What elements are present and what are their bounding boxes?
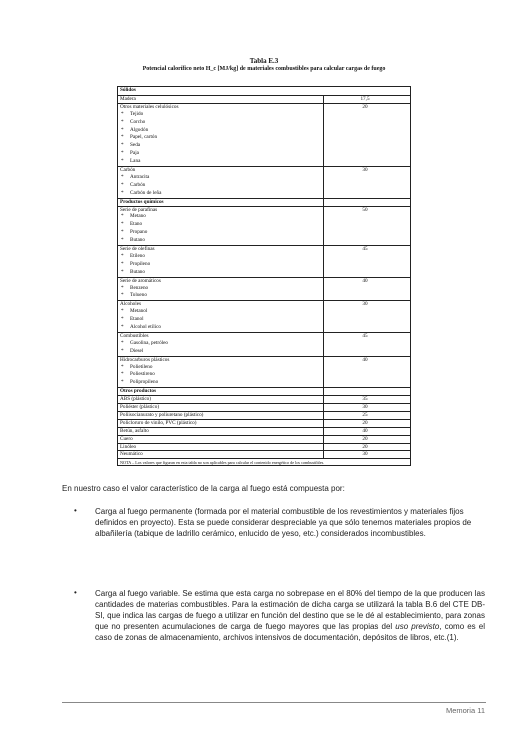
bullet-marker: • bbox=[74, 588, 77, 597]
row-value: 50 bbox=[362, 206, 368, 213]
row-label-text: Productos químicos bbox=[120, 198, 164, 205]
row-label-text: Papel, cartón bbox=[130, 134, 158, 141]
row-value: 30 bbox=[362, 301, 368, 308]
table-row bbox=[118, 111, 410, 119]
row-label-text: Otros productos bbox=[120, 388, 156, 395]
bullet-marker: * bbox=[121, 316, 124, 323]
row-label-text: Propano bbox=[130, 229, 148, 236]
row-label bbox=[121, 182, 145, 190]
bullet-marker: * bbox=[121, 181, 124, 188]
row-label bbox=[121, 111, 143, 119]
row-label bbox=[121, 292, 147, 300]
row-value: 20 bbox=[362, 103, 368, 110]
row-label bbox=[121, 127, 148, 135]
row-label-text: Etileno bbox=[130, 252, 145, 259]
bullet-marker: * bbox=[121, 221, 124, 228]
row-label-text: Serie de olefinas bbox=[120, 246, 155, 252]
bullet-marker: * bbox=[121, 347, 124, 354]
row-value: 40 bbox=[362, 356, 368, 363]
table-row bbox=[118, 285, 410, 293]
row-label bbox=[121, 237, 145, 245]
row-label bbox=[121, 348, 143, 356]
table-row bbox=[118, 371, 410, 379]
table-row bbox=[118, 237, 410, 245]
table-row bbox=[118, 379, 410, 387]
row-label-text: Lana bbox=[130, 158, 141, 165]
row-label-text: Paja bbox=[130, 150, 139, 157]
row-label bbox=[121, 253, 145, 261]
table-row bbox=[118, 221, 410, 229]
row-label-text: Poliéster (plástico) bbox=[120, 404, 160, 410]
page-footer: Memoria 11 bbox=[445, 706, 485, 715]
row-label-text: Corcho bbox=[130, 118, 146, 125]
row-label-text: Otros materiales celulósicos bbox=[120, 103, 179, 110]
row-value: 30 bbox=[362, 451, 368, 458]
bullet-marker: * bbox=[121, 229, 124, 236]
row-value: 25 bbox=[362, 411, 368, 418]
row-label-text: Linóleo bbox=[120, 443, 137, 450]
bullet-marker: * bbox=[121, 142, 124, 149]
row-label-text: Carbón de leña bbox=[130, 189, 162, 196]
row-label-text: Polipropileno bbox=[130, 379, 159, 386]
bullet-variable-load-italic: uso previsto bbox=[395, 622, 440, 631]
row-value: 45 bbox=[362, 332, 368, 339]
row-label-text: Etano bbox=[130, 221, 143, 228]
row-label-text: Sólidos bbox=[120, 87, 136, 93]
bullet-marker: * bbox=[121, 292, 124, 299]
row-label-text: Serie de aromáticos bbox=[120, 277, 161, 284]
table-row bbox=[118, 142, 410, 150]
bullet-marker: * bbox=[121, 260, 124, 267]
table-row bbox=[118, 269, 410, 277]
table-row bbox=[118, 229, 410, 237]
heat-value-table bbox=[117, 86, 411, 466]
row-label bbox=[120, 87, 136, 95]
row-value: 35 bbox=[362, 396, 368, 403]
row-label bbox=[121, 285, 148, 293]
bullet-permanent-load: Carga al fuego permanente (formada por el material combustible de los revestimientos y materiales fijos definidos en proyecto). Esta se puede considerar despreciable ya que sólo tenemos materiales propios de albañilería (tabique de ladrillo cerámico, enlucido de yeso, etc.) considerados incombustibles. bbox=[95, 507, 472, 538]
table-row bbox=[118, 364, 410, 372]
footer-rule bbox=[62, 702, 486, 703]
row-label-text: Polietileno bbox=[130, 363, 153, 370]
row-label-text: Serie de parafinas bbox=[120, 206, 158, 213]
row-label-text: Gasolina, petróleo bbox=[130, 339, 169, 346]
bullet-marker: * bbox=[121, 173, 124, 180]
bullet-marker: * bbox=[121, 379, 124, 386]
bullet-marker: * bbox=[121, 363, 124, 370]
bullet-variable-load-text-a: Carga al fuego variable. Se estima que esta carga no sobrepase en el 80% del tiempo de la que producen las cantidades de materias combustibles. Para la estimación de dicha carga se utilizará la tabla B.6 del CTE DB-SI, que indica las cargas de fuego a utilizar en función del destino que se le dé al establecimiento, para zonas que no presenten acumulaciones de carga de fuego mayores que las propias del bbox=[95, 589, 485, 631]
row-label bbox=[121, 364, 152, 372]
table-row bbox=[118, 150, 410, 158]
bullet-marker: • bbox=[74, 506, 77, 515]
table-row bbox=[118, 348, 410, 356]
row-value: 40 bbox=[362, 277, 368, 284]
table-row bbox=[118, 324, 410, 332]
row-label bbox=[121, 269, 145, 277]
row-label-text: Metanol bbox=[130, 308, 148, 315]
bullet-marker: * bbox=[121, 324, 124, 330]
row-value: 30 bbox=[362, 404, 368, 410]
row-label-text: Policloruro de vinilo, PVC (plástico) bbox=[120, 419, 197, 426]
row-label-text: Betún, asfalto bbox=[120, 427, 149, 434]
row-label bbox=[121, 142, 140, 150]
table-row bbox=[118, 190, 410, 198]
table-row bbox=[118, 182, 410, 190]
row-label bbox=[121, 190, 161, 198]
table-row bbox=[118, 119, 410, 127]
row-label-text: Carbón bbox=[130, 181, 146, 188]
table-note bbox=[118, 458, 410, 467]
row-label bbox=[121, 308, 147, 316]
row-label bbox=[121, 324, 161, 332]
row-label-text: Alcohol etílico bbox=[130, 324, 161, 330]
table-row bbox=[118, 134, 410, 142]
bullet-variable-load bbox=[95, 588, 485, 643]
row-label bbox=[121, 134, 157, 142]
row-label bbox=[121, 213, 146, 221]
bullet-marker: * bbox=[121, 134, 124, 141]
row-label-text: Neumático bbox=[120, 451, 143, 458]
bullet-variable-load-text-b: , como es el caso de zonas de almacenamiento, archivos intensivos de documentación, depósitos de libros, etc.(1). bbox=[95, 622, 485, 642]
row-label-text: Combustibles bbox=[120, 332, 149, 339]
bullet-marker: * bbox=[121, 371, 124, 378]
row-value: 20 bbox=[362, 419, 368, 426]
row-label-text: Propileno bbox=[130, 260, 151, 267]
row-value: 20 bbox=[362, 435, 368, 442]
bullet-marker: * bbox=[121, 158, 124, 165]
row-label bbox=[121, 379, 158, 387]
table-row bbox=[118, 308, 410, 316]
bullet-marker: * bbox=[121, 268, 124, 275]
row-label-text: Seda bbox=[130, 142, 141, 149]
bullet-marker: * bbox=[121, 237, 124, 244]
table-row bbox=[118, 316, 410, 324]
row-label bbox=[121, 158, 140, 166]
row-label-text: Poliestireno bbox=[130, 371, 155, 378]
bullet-marker: * bbox=[121, 126, 124, 133]
row-label-text: Alcoholes bbox=[120, 301, 142, 308]
row-value: 17,5 bbox=[360, 95, 370, 102]
row-label-text: Cuero bbox=[120, 435, 133, 442]
table-subtitle: Potencial calorífico neto H_c [MJ/kg] de materiales combustibles para calcular cargas de fuego bbox=[142, 66, 386, 72]
row-label bbox=[121, 316, 144, 324]
column-divider bbox=[323, 95, 324, 458]
intro-paragraph: En nuestro caso el valor característico de la carga al fuego está compuesta por: bbox=[62, 484, 345, 493]
bullet-marker: * bbox=[121, 308, 124, 315]
row-label-text: ABS (plástico) bbox=[120, 396, 151, 403]
row-label-text: Butano bbox=[130, 268, 145, 275]
bullet-marker: * bbox=[121, 118, 124, 125]
row-label bbox=[121, 340, 168, 348]
row-label bbox=[121, 229, 147, 237]
table-row bbox=[118, 261, 410, 269]
bullet-marker: * bbox=[121, 110, 124, 117]
table-title: Tabla E.3 bbox=[249, 57, 279, 65]
row-label bbox=[121, 261, 150, 269]
row-label-text: Etanol bbox=[130, 316, 144, 323]
row-label-text: Carbón bbox=[120, 167, 136, 173]
row-label-text: Metano bbox=[130, 213, 146, 220]
row-value: 40 bbox=[362, 427, 368, 434]
row-label-text: Poliisocianurato y poliuretano (plástico) bbox=[120, 411, 204, 418]
row-label-text: Diesel bbox=[130, 347, 144, 354]
row-label-text: Antracita bbox=[130, 173, 150, 180]
row-label-text: Tolueno bbox=[130, 292, 147, 299]
row-label-text: Butano bbox=[130, 237, 145, 244]
table-row bbox=[118, 127, 410, 135]
table-row bbox=[118, 174, 410, 182]
row-label bbox=[121, 371, 155, 379]
bullet-marker: * bbox=[121, 252, 124, 259]
table-row bbox=[118, 253, 410, 261]
row-label bbox=[121, 174, 149, 182]
bullet-marker: * bbox=[121, 213, 124, 220]
row-label-text: Hidrocarburos plásticos bbox=[120, 356, 170, 363]
table-row bbox=[118, 87, 410, 95]
table-row bbox=[118, 213, 410, 221]
row-label bbox=[121, 150, 139, 158]
row-value: 20 bbox=[362, 443, 368, 450]
table-note-text: NOTA – Los valores que figuran en esta tabla no son aplicables para calcular el contenido energético de los combustibles. bbox=[120, 460, 325, 466]
row-label-text: Tejido bbox=[130, 110, 144, 117]
row-label bbox=[121, 221, 142, 229]
row-label-text: Benzeno bbox=[130, 284, 149, 291]
row-label bbox=[121, 119, 145, 127]
table-row bbox=[118, 340, 410, 348]
bullet-marker: * bbox=[121, 339, 124, 346]
row-value: 45 bbox=[362, 246, 368, 252]
bullet-marker: * bbox=[121, 189, 124, 196]
bullet-marker: * bbox=[121, 284, 124, 291]
bullet-marker: * bbox=[121, 150, 124, 157]
row-label-text: Algodón bbox=[130, 126, 149, 133]
table-row bbox=[118, 158, 410, 166]
table-row bbox=[118, 292, 410, 300]
row-label-text: Madera bbox=[120, 95, 136, 102]
row-value: 30 bbox=[362, 167, 368, 173]
